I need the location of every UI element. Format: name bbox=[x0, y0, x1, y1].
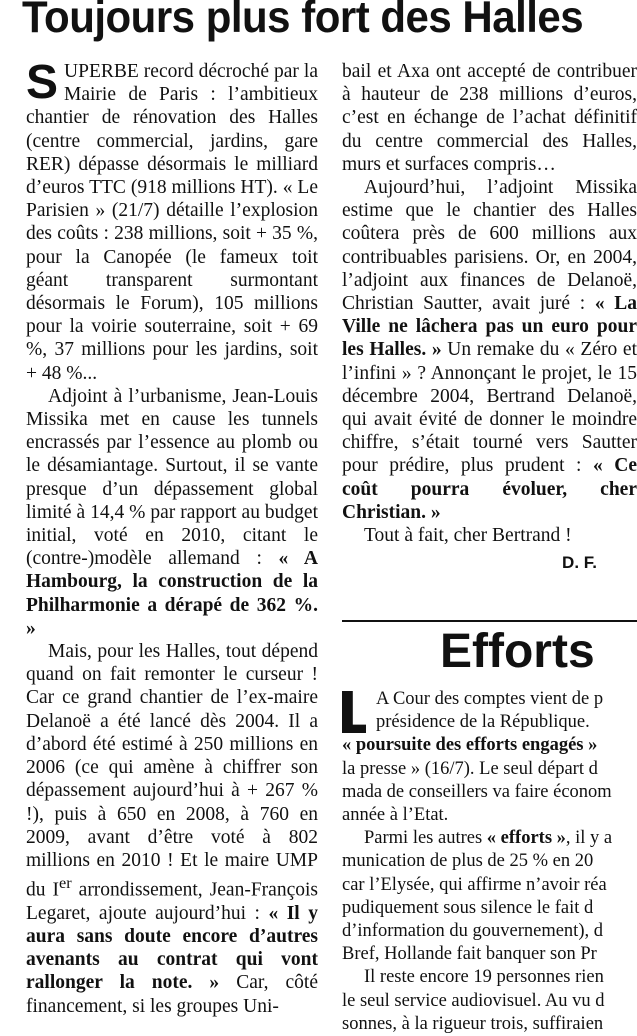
line-text: présidence de la République. bbox=[376, 712, 590, 733]
line-text: pudiquement sous silence le fait d bbox=[342, 897, 594, 918]
bold-quote: « Ce coût pourra évoluer, cher Christian. » bbox=[342, 455, 637, 523]
article-line bbox=[342, 920, 637, 943]
article-separator bbox=[342, 620, 637, 622]
paragraph bbox=[26, 640, 318, 1018]
second-article-headline: Efforts bbox=[440, 625, 595, 678]
article-line bbox=[342, 804, 637, 827]
paragraph: Tout à fait, cher Bertrand ! bbox=[364, 525, 572, 547]
article-line bbox=[342, 734, 637, 757]
paragraph-text: Aujourd’hui, l’adjoint Missika estime que le chantier des Halles coûtera près de 600 millions aux contribuables parisiens. Or, en 2004, l’adjoint aux finances de Delanoë, Christian Sautter, avait juré : bbox=[342, 177, 637, 315]
line-text: sonnes, à la rigueur trois, suffiraien bbox=[342, 1013, 604, 1034]
superscript: er bbox=[59, 874, 72, 893]
author-signature: D. F. bbox=[562, 553, 597, 573]
article-line bbox=[342, 758, 637, 781]
article-line bbox=[342, 711, 637, 734]
line-text: , il y a bbox=[565, 828, 613, 849]
line-text: Parmi les autres bbox=[364, 828, 487, 849]
paragraph bbox=[342, 176, 637, 524]
line-text: le seul service audiovisuel. Au vu d bbox=[342, 990, 605, 1011]
line-text: la presse » (16/7). Le seul départ d bbox=[342, 758, 598, 779]
article-line bbox=[342, 827, 637, 850]
bold-quote: « A Hambourg, la construction de la Philharmonie a dérapé de 362 %. » bbox=[26, 548, 318, 639]
article-line bbox=[342, 943, 637, 966]
article-line bbox=[342, 990, 637, 1013]
line-text: mada de conseillers va faire économ bbox=[342, 781, 612, 802]
paragraph-text: Mais, pour les Halles, tout dépend quand on fait remonter le curseur ! Car ce grand chantier de l’ex-maire Delanoë a été lancé dès 2004. Il a d’abord été estimé à 250 millions en 2006 (ce qui amène à chiffrer son dépassement aujourd’hui à + 267 % !), puis à 650 en 2008, à 760 en 2009, avant d’être voté à 802 millions en 2010 ! Et le maire UMP du I bbox=[26, 641, 318, 901]
paragraph-text: Car, côté financement, si les groupes Uni- bbox=[26, 972, 318, 1017]
article-right-column bbox=[342, 60, 637, 574]
paragraph-text: Un remake du « Zéro et l’infini » ? Annonçant le projet, le 15 décembre 2004, Bertrand Delanoë, qui avait évité de donner le moindre chiffre, s’était tourné vers Sautter pour prédire, plus prudent : bbox=[342, 339, 637, 477]
line-text: Il reste encore 19 personnes rien bbox=[364, 967, 604, 988]
article-headline: Toujours plus fort des Halles bbox=[22, 0, 584, 42]
line-text: A Cour des comptes vient de p bbox=[376, 689, 604, 709]
paragraph-text: Adjoint à l’urbanisme, Jean-Louis Missika met en cause les tunnels encrassés par l’essence au plomb ou le désamiantage. Surtout, il se vante presque d’un dépassement global limité à 14,4 % par rapport au budget initial, voté en 2010, citant le (contre-)modèle allemand : bbox=[26, 385, 318, 570]
paragraph bbox=[26, 385, 318, 640]
paragraph bbox=[26, 56, 318, 385]
article-line bbox=[342, 966, 637, 989]
article-line bbox=[342, 874, 637, 897]
line-text: car l’Elysée, qui affirme n’avoir réa bbox=[342, 874, 607, 895]
article-line bbox=[342, 897, 637, 920]
drop-cap: S bbox=[26, 56, 59, 109]
second-article-column bbox=[342, 688, 637, 1036]
article-line bbox=[342, 781, 637, 804]
article-line bbox=[342, 1013, 637, 1036]
article-line bbox=[342, 850, 637, 873]
article-left-column bbox=[26, 56, 318, 1018]
bold-quote: « poursuite des efforts engagés » bbox=[342, 735, 598, 756]
bold-quote: « efforts » bbox=[486, 828, 566, 849]
line-text: d’information du gouvernement), d bbox=[342, 921, 603, 942]
paragraph-text: UPERBE record décroché par la Mairie de Paris : l’ambitieux chantier de rénovation des Halles (centre commercial, jardins, gare RER) dépasse désormais le milliard d’euros TTC (918 millions HT). « Le Parisien » (21/7) détaille l’explosion des coûts : 238 millions, soit + 35 %, pour la Canopée (le fameux toit géant transparent surmontant désormais le Forum), 105 millions pour la voirie souterraine, soit + 69 %, 37 millions pour les jardins, soit + 48 %... bbox=[26, 61, 318, 384]
article-line bbox=[342, 688, 637, 711]
bold-quote: « La Ville ne lâchera pas un euro pour les Halles. » bbox=[342, 293, 637, 361]
line-text: munication de plus de 25 % en 20 bbox=[342, 851, 594, 872]
line-text: Bref, Hollande fait banquer son Pr bbox=[342, 944, 597, 965]
bold-quote: « Il y aura sans doute encore d’autres avenants au contrat qui vont rallonger la note. » bbox=[26, 902, 318, 994]
paragraph: bail et Axa ont accepté de contribuer à hauteur de 238 millions d’euros, c’est en échange de l’achat définitif du centre commercial des Halles, murs et surfaces compris… bbox=[342, 61, 637, 175]
paragraph-text: arrondissement, Jean-François Legaret, ajoute aujourd’hui : bbox=[26, 879, 318, 924]
line-text: année à l’Etat. bbox=[342, 805, 449, 826]
